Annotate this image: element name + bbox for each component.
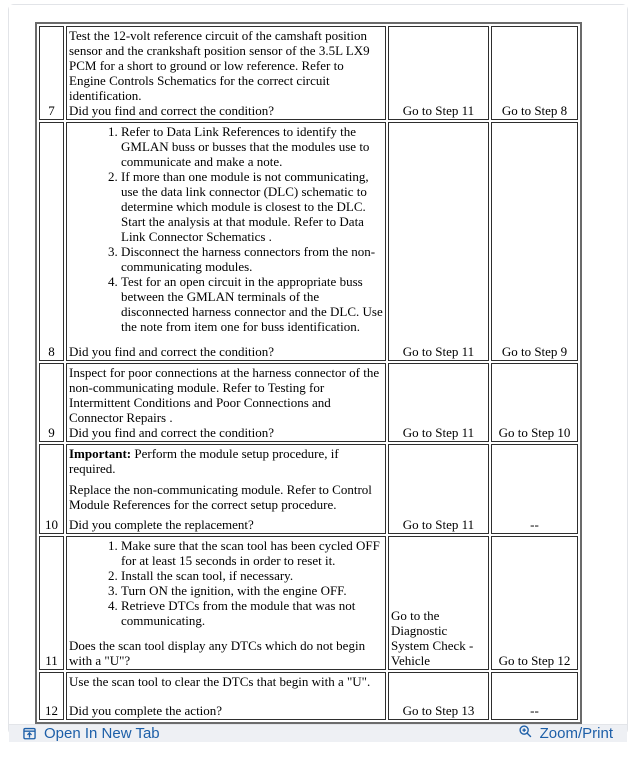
action-cell — [66, 363, 386, 442]
action-cell — [66, 444, 386, 534]
table-row — [39, 363, 578, 442]
no-cell: Go to Step 9 — [491, 122, 578, 361]
important-text: Perform the module setup procedure, if required. — [69, 446, 339, 476]
zoom-print-icon — [518, 724, 533, 739]
list-item: 4. Retrieve DTCs from the module that was not communicating. — [121, 598, 383, 628]
action-list — [69, 124, 383, 334]
action-list — [69, 538, 383, 628]
action-cell — [66, 672, 386, 720]
action-cell — [66, 26, 386, 120]
list-item: 1. Make sure that the scan tool has been cycled OFF for at least 15 seconds in order to reset it. — [121, 538, 383, 568]
document-viewer-panel — [8, 4, 628, 742]
action-paragraph: Replace the non-communicating module. Refer to Control Module References for the correct setup procedure. — [69, 481, 372, 512]
list-item: 4. Test for an open circuit in the appropriate buss between the GMLAN terminals of the disconnected harness connector and the DLC. Use the note from item one for buss identification. — [121, 274, 383, 334]
action-cell — [66, 122, 386, 361]
step-number: 8 — [39, 122, 64, 361]
yes-cell: Go to Step 11 — [388, 122, 489, 361]
list-item: 1. Refer to Data Link References to identify the GMLAN buss or busses that the modules use to communicate and make a note. — [121, 124, 383, 169]
step-number: 11 — [39, 536, 64, 670]
important-label: Important: — [69, 446, 132, 461]
no-cell: -- — [491, 672, 578, 720]
open-in-new-tab-button[interactable] — [22, 725, 160, 742]
step-number: 10 — [39, 444, 64, 534]
yes-cell: Go to Step 11 — [388, 363, 489, 442]
yes-cell: Go to the Diagnostic System Check - Vehicle — [388, 536, 489, 670]
action-paragraph: Inspect for poor connections at the harness connector of the non-communicating module. Refer to Testing for Intermittent Conditions and Poor Connections and Connector Repairs . — [69, 365, 380, 425]
action-paragraph: Use the scan tool to clear the DTCs that begin with a "U". — [69, 674, 371, 689]
question-text: Did you find and correct the condition? — [69, 425, 275, 440]
no-cell: Go to Step 10 — [491, 363, 578, 442]
important-note — [69, 446, 383, 476]
question-text: Does the scan tool display any DTCs which do not begin with a "U"? — [69, 638, 366, 668]
yes-cell: Go to Step 11 — [388, 444, 489, 534]
zoom-print-button[interactable] — [518, 725, 613, 742]
table-row — [39, 536, 578, 670]
no-cell: Go to Step 12 — [491, 536, 578, 670]
viewer-footer-bar — [9, 724, 627, 742]
table-row — [39, 672, 578, 720]
step-number: 12 — [39, 672, 64, 720]
list-item: 2. If more than one module is not communicating, use the data link connector (DLC) schematic to determine which module is closest to the DLC. Start the analysis at that module. Refer to Data Link Connector Schematics . — [121, 169, 383, 244]
no-cell: Go to Step 8 — [491, 26, 578, 120]
step-number: 9 — [39, 363, 64, 442]
list-item: 2. Install the scan tool, if necessary. — [121, 568, 383, 583]
zoom-print-label: Zoom/Print — [539, 725, 613, 742]
open-in-new-tab-label: Open In New Tab — [44, 725, 160, 742]
yes-cell: Go to Step 13 — [388, 672, 489, 720]
action-cell — [66, 536, 386, 670]
document-scroll-area[interactable] — [9, 5, 627, 724]
yes-cell: Go to Step 11 — [388, 26, 489, 120]
table-row — [39, 26, 578, 120]
question-text: Did you complete the replacement? — [69, 517, 254, 532]
open-in-new-tab-icon — [22, 726, 37, 741]
list-item: 3. Turn ON the ignition, with the engine OFF. — [121, 583, 383, 598]
no-cell: -- — [491, 444, 578, 534]
table-row — [39, 444, 578, 534]
question-text: Did you complete the action? — [69, 703, 223, 718]
action-paragraph: Test the 12-volt reference circuit of the camshaft position sensor and the crankshaft position sensor of the 3.5L LX9 PCM for a short to ground or low reference. Refer to Engine Controls Schematics for the correct circuit identification. — [69, 28, 370, 103]
list-item: 3. Disconnect the harness connectors from the non-communicating modules. — [121, 244, 383, 274]
question-text: Did you find and correct the condition? — [69, 103, 275, 118]
diagnostic-steps-table — [35, 22, 582, 724]
question-text: Did you find and correct the condition? — [69, 344, 275, 359]
table-row — [39, 122, 578, 361]
step-number: 7 — [39, 26, 64, 120]
